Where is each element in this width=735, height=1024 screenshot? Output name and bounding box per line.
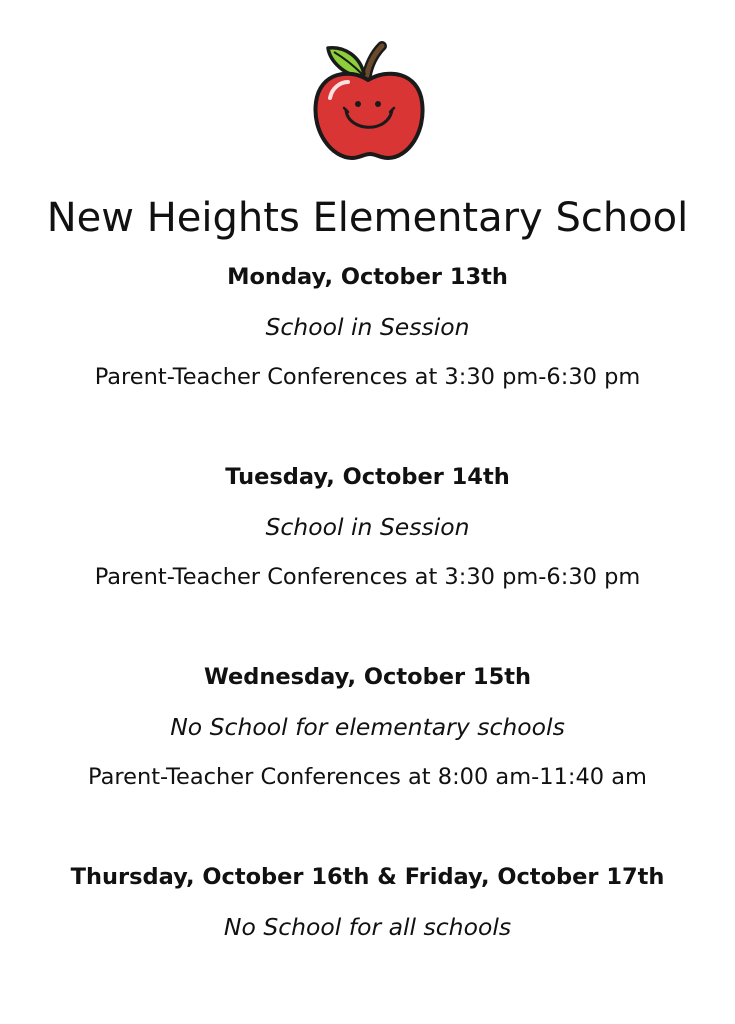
wednesday-date-heading: Wednesday, October 15th [203, 664, 531, 690]
monday-status: School in Session [265, 313, 470, 341]
tuesday-conferences: Parent-Teacher Conferences at 3:30 pm-6:30 pm [94, 564, 641, 590]
wednesday-status: No School for elementary schools [170, 713, 565, 741]
monday-date-heading: Monday, October 13th [227, 264, 508, 290]
smiling-apple-icon [310, 40, 428, 164]
tuesday-date-heading: Tuesday, October 14th [225, 464, 510, 490]
tuesday-status: School in Session [265, 513, 470, 541]
school-title: New Heights Elementary School [46, 195, 689, 241]
thursday-friday-status: No School for all schools [223, 913, 512, 941]
wednesday-conferences: Parent-Teacher Conferences at 8:00 am-11:40 am [88, 764, 647, 790]
thursday-friday-date-heading: Thursday, October 16th & Friday, October 17th [70, 864, 665, 890]
monday-conferences: Parent-Teacher Conferences at 3:30 pm-6:30 pm [94, 364, 641, 390]
